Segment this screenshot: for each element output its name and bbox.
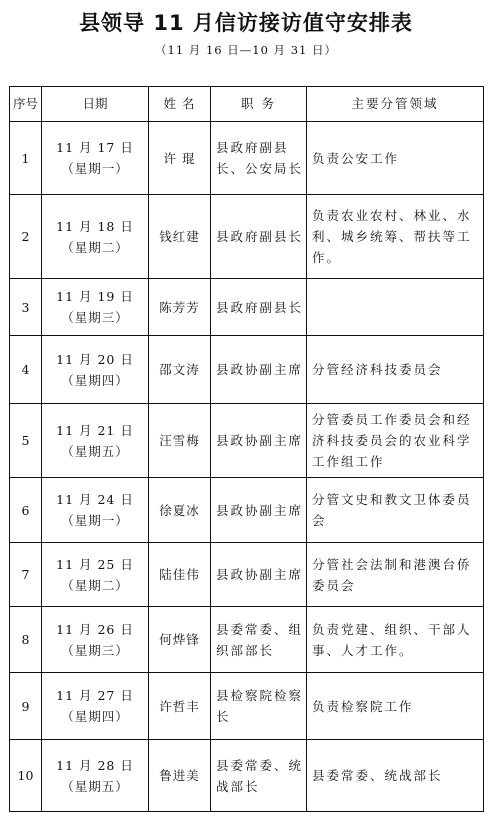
date-cell: [42, 404, 149, 478]
leader-name: 汪雪梅: [149, 404, 211, 478]
date-text: 11 月 24 日: [56, 492, 134, 507]
date-cell: [42, 122, 149, 195]
row-number: 10: [10, 740, 42, 812]
leader-post: 县政协副主席: [211, 404, 307, 478]
table-row: [10, 404, 484, 478]
weekday-text: （星期二）: [61, 239, 129, 255]
weekday-text: （星期二）: [61, 577, 129, 593]
leader-post: 县政协副主席: [211, 478, 307, 543]
table-row: [10, 195, 484, 279]
row-number: 7: [10, 543, 42, 607]
date-text: 11 月 18 日: [56, 218, 134, 234]
table-row: [10, 122, 484, 195]
table-row: [10, 478, 484, 543]
leader-post: 县委常委、组织部部长: [211, 607, 307, 673]
weekday-text: （星期三）: [61, 642, 129, 658]
weekday-text: （星期四）: [61, 709, 129, 724]
date-text: 11 月 19 日: [56, 289, 134, 304]
row-number: 8: [10, 607, 42, 673]
row-number: 3: [10, 279, 42, 336]
table-header-row: [10, 87, 484, 122]
date-cell: [42, 195, 149, 279]
date-cell: [42, 607, 149, 673]
responsibility-area: 分管经济科技委员会: [307, 336, 484, 404]
date-text: 11 月 26 日: [56, 621, 134, 637]
column-header-post: 职 务: [211, 87, 307, 122]
table-row: [10, 336, 484, 404]
leader-post: 县政协副主席: [211, 336, 307, 404]
leader-post: 县政协副主席: [211, 543, 307, 607]
row-number: 4: [10, 336, 42, 404]
table-row: [10, 673, 484, 740]
leader-post: 县政府副县长: [211, 195, 307, 279]
date-text: 11 月 21 日: [56, 422, 134, 438]
duty-schedule-table: [9, 86, 484, 812]
leader-name: 何烨锋: [149, 607, 211, 673]
leader-name: 徐夏冰: [149, 478, 211, 543]
weekday-text: （星期五）: [61, 443, 129, 459]
leader-name: 邵文涛: [149, 336, 211, 404]
row-number: 9: [10, 673, 42, 740]
page-title: 县领导 11 月信访接访值守安排表: [79, 11, 413, 35]
leader-name: 许哲丰: [149, 673, 211, 740]
weekday-text: （星期五）: [61, 778, 129, 794]
table-row: [10, 740, 484, 812]
date-text: 11 月 25 日: [56, 556, 134, 572]
date-text: 11 月 28 日: [56, 757, 134, 773]
date-cell: [42, 478, 149, 543]
responsibility-area: [307, 279, 484, 336]
row-number: 2: [10, 195, 42, 279]
responsibility-area: 负责公安工作: [307, 122, 484, 195]
responsibility-area: 负责农业农村、林业、水利、城乡统筹、帮扶等工作。: [307, 195, 484, 279]
date-cell: [42, 673, 149, 740]
responsibility-area: 负责党建、组织、干部人事、人才工作。: [307, 607, 484, 673]
column-header-area: 主要分管领域: [307, 87, 484, 122]
leader-post: 县政府副县长、公安局长: [211, 122, 307, 195]
column-header-name: 姓 名: [149, 87, 211, 122]
leader-post: 县委常委、统战部长: [211, 740, 307, 812]
page-subtitle: （11 月 16 日—10 月 31 日）: [155, 43, 337, 57]
table-row: [10, 543, 484, 607]
weekday-text: （星期一）: [61, 161, 129, 176]
date-text: 11 月 27 日: [56, 688, 134, 703]
leader-post: 县检察院检察长: [211, 673, 307, 740]
date-cell: [42, 279, 149, 336]
column-header-date: 日期: [42, 87, 149, 122]
date-text: 11 月 17 日: [56, 140, 134, 155]
leader-post: 县政府副县长: [211, 279, 307, 336]
column-header-no: 序号: [10, 87, 42, 122]
weekday-text: （星期四）: [61, 372, 129, 388]
responsibility-area: 负责检察院工作: [307, 673, 484, 740]
row-number: 6: [10, 478, 42, 543]
responsibility-area: 县委常委、统战部长: [307, 740, 484, 812]
table-row: [10, 607, 484, 673]
responsibility-area: 分管文史和教文卫体委员会: [307, 478, 484, 543]
row-number: 5: [10, 404, 42, 478]
responsibility-area: 分管委员工作委员会和经济科技委员会的农业科学工作组工作: [307, 404, 484, 478]
leader-name: 许 琨: [149, 122, 211, 195]
date-cell: [42, 543, 149, 607]
table-body: [10, 122, 484, 812]
leader-name: 陈芳芳: [149, 279, 211, 336]
leader-name: 鲁进美: [149, 740, 211, 812]
weekday-text: （星期三）: [61, 310, 129, 325]
leader-name: 钱红建: [149, 195, 211, 279]
date-text: 11 月 20 日: [56, 351, 134, 367]
weekday-text: （星期一）: [61, 513, 129, 528]
date-cell: [42, 336, 149, 404]
date-cell: [42, 740, 149, 812]
table-row: [10, 279, 484, 336]
responsibility-area: 分管社会法制和港澳台侨委员会: [307, 543, 484, 607]
row-number: 1: [10, 122, 42, 195]
leader-name: 陆佳伟: [149, 543, 211, 607]
